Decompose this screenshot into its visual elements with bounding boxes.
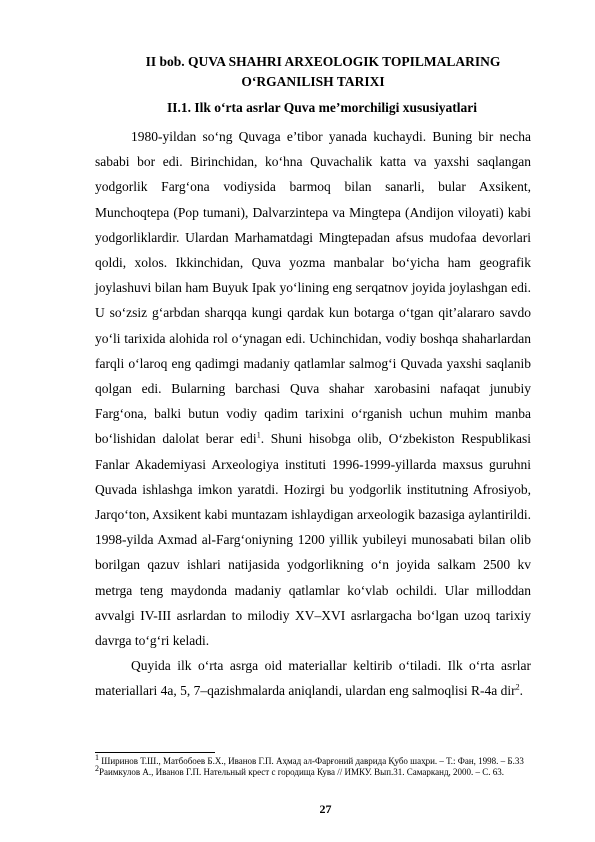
paragraph (95, 124, 531, 653)
paragraph (95, 653, 531, 703)
footnote-reference[interactable]: 2 (515, 682, 520, 692)
footnote (95, 753, 531, 767)
section-title: II.1. Ilk o‘rta asrlar Quva me’morchiligi xususiyatlari (167, 100, 477, 115)
footnote-text: Раимкулов А., Иванов Г.П. Нательный крест с городища Кува // ИМКУ. Вып.31. Самарканд, 2000. – С. 63. (99, 767, 505, 777)
paragraph-text: . (519, 683, 523, 699)
chapter-heading-line1: II bob. QUVA SHAHRI ARXEOLOGIK TOPILMALARING (145, 54, 501, 69)
chapter-heading-line2: O‘RGANILISH TARIXI (241, 74, 385, 89)
paragraph-text: Quyida ilk o‘rta asrga oid materiallar keltirib o‘tiladi. Ilk o‘rta asrlar materiallari 4a, 5, 7–qazishmalarda aniqlandi, ulardan eng salmoqlisi R-4a dir (95, 658, 531, 699)
page-number: 27 (319, 802, 332, 816)
paragraph-text: . Shuni hisobga olib, O‘zbekiston Respublikasi Fanlar Akademiyasi Arxeologiya instituti 1996-1999-yillarda maxsus guruhni Quvada ishlashga imkon yaratdi. Hozirgi bu yodgorlik institutning Afrosiyob, Jarqo‘ton, Axsikent kabi muntazam ishlaydigan arxeologik bazasiga aylantirildi. 1998-yilda Axmad al-Farg‘oniyning 1200 yillik yubileyi munosabati bilan olib borilgan qazuv ishlari natijasida yodgorlikning o‘n joyida salkam 2500 kv metrga teng maydonda madaniy qatlamlar ko‘vlab ochildi. Ular milloddan avvalgi IV-III asrlardan to milodiy XV–XVI asrlargacha bo‘lgan uzoq tarixiy davrga to‘g‘ri keladi. (95, 431, 531, 649)
footnote-text: Ширинов Т.Ш., Матбобоев Б.Х., Иванов Г.П. Аҳмад ал-Фарғоний даврида Қубо шаҳри. – Т.: Фан, 1998. – Б.33 (99, 756, 524, 766)
footnote-divider (95, 752, 215, 753)
chapter-heading (95, 52, 531, 92)
footnote-mark: 1 (95, 753, 99, 762)
paragraph-text: 1980-yildan so‘ng Quvaga e’tibor yanada kuchaydi. Buning bir necha sababi bor edi. Birinchidan, ko‘hna Quvachalik katta va yaxshi saqlangan yodgorlik Farg‘ona vodiysida barmoq bilan sanarli, bular Axsikent, Munchoqtepa (Pop tumani), Dalvarzintepa va Mingtepa (Andijon viloyati) kabi yodgorliklardir. Ulardan Marhamatdagi Mingtepadan afsus mudofaa devorlari qoldi, xolos. Ikkinchidan, Quva yozma manbalar bo‘yicha ham geografik joylashuvi bilan ham Buyuk Ipak yo‘lining eng serqatnov joyida joylashgan edi. U so‘zsiz g‘arbdan sharqqa kungi qardak kun botarga o‘tgan qit’alararo savdo yo‘li tarixida alohida rol o‘ynagan edi. Uchinchidan, vodiy boshqa shaharlardan farqli o‘laroq eng qadimgi madaniy qatlamlar salmog‘i Quvada yaxshi saqlanib qolgan edi. Bularning barchasi Quva shahar xarobasini nafaqat junubiy Farg‘ona, balki butun vodiy qadim tarixini o‘rganish uchun muhim manba bo‘lishidan dalolat berar edi (95, 129, 531, 447)
footnote (95, 764, 531, 778)
body-text (95, 124, 531, 704)
footnotes (95, 753, 531, 778)
footnote-mark: 2 (95, 764, 99, 773)
footnote-reference[interactable]: 1 (256, 430, 261, 440)
